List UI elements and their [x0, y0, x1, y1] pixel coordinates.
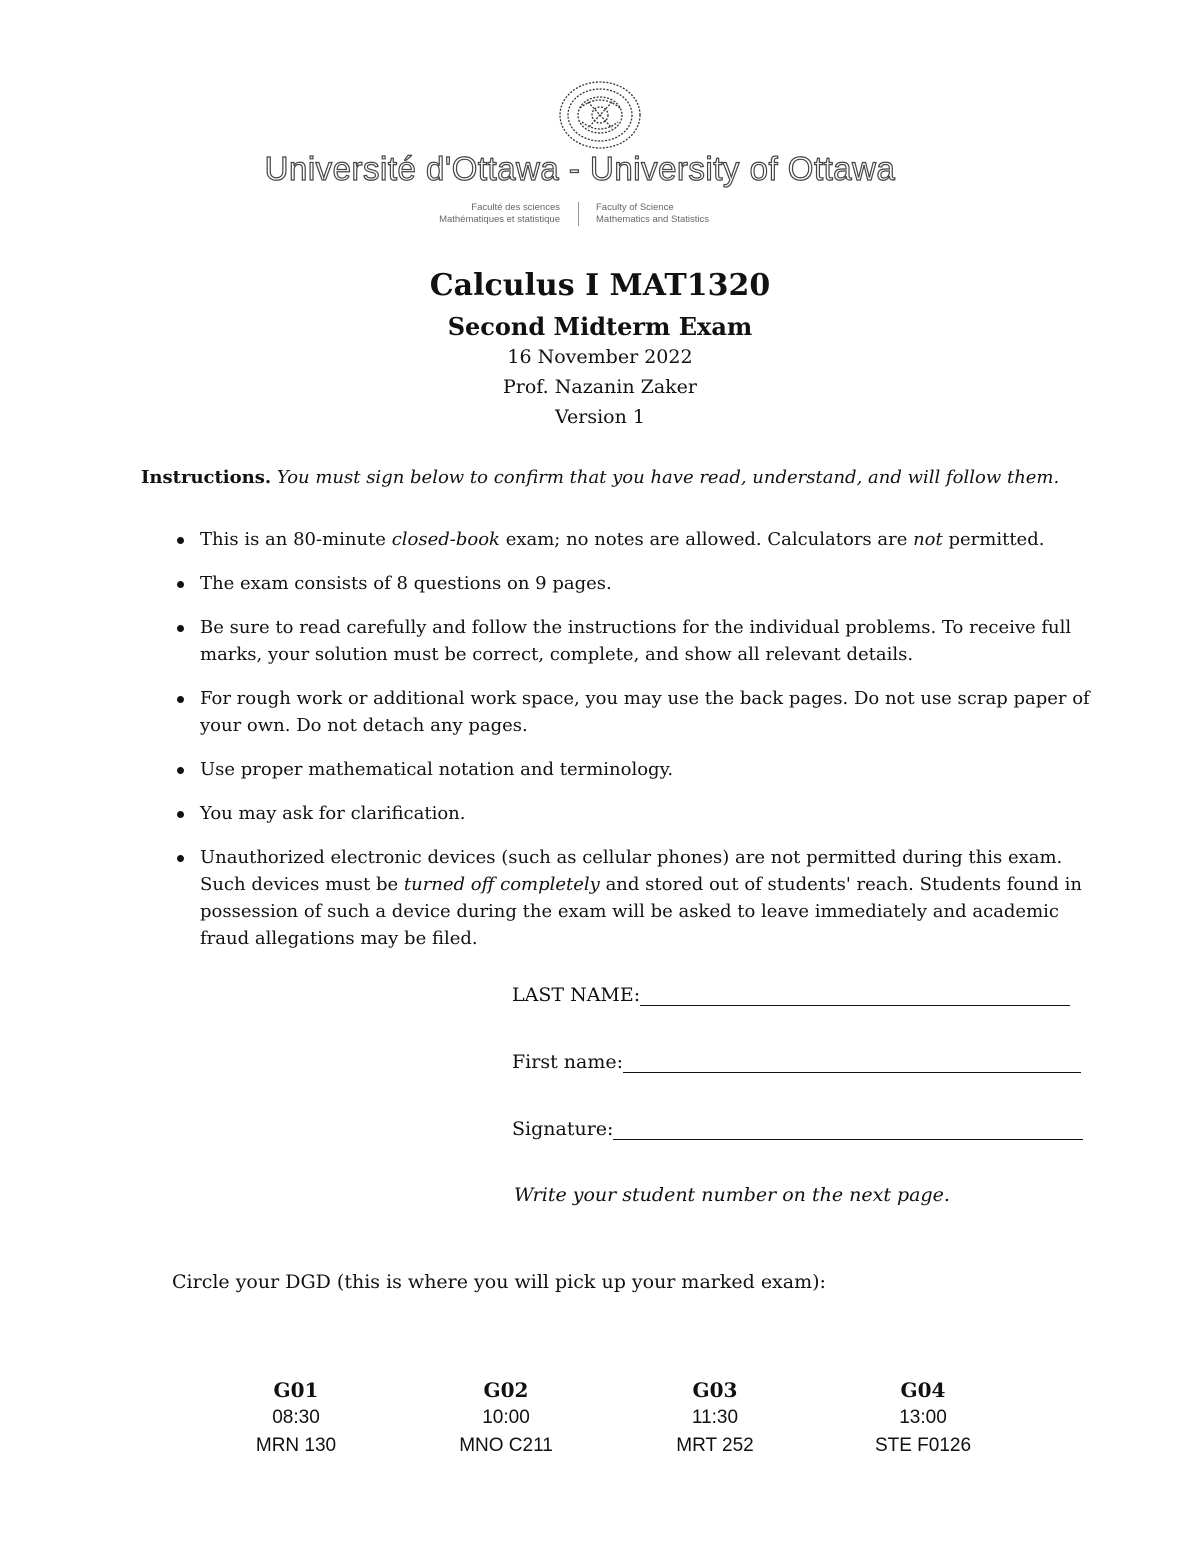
faculty-fr-line1: Faculté des sciences [471, 202, 560, 213]
bullet-icon [177, 855, 184, 862]
rule-text: permitted. [942, 529, 1045, 550]
last-name-field[interactable] [512, 984, 1070, 1006]
dgd-option-g03[interactable] [615, 1376, 815, 1460]
instructions-text: You must sign below to confirm that you have read, understand, and will follow them. [276, 467, 1060, 488]
student-number-note: Write your student number on the next page. [514, 1184, 950, 1206]
bullet-icon [177, 625, 184, 632]
list-item [176, 844, 1091, 952]
dgd-code: G03 [692, 1378, 738, 1402]
exam-date: 16 November 2022 [507, 346, 693, 368]
dgd-time: 11:30 [691, 1407, 739, 1428]
exam-title: Calculus I MAT1320 [429, 268, 771, 303]
rule-emphasis: not [913, 529, 943, 550]
instructions-label: Instructions. [141, 467, 272, 488]
rule-text: The exam consists of 8 questions on 9 pages. [200, 573, 612, 594]
dgd-room: MRT 252 [676, 1435, 754, 1456]
bullet-icon [177, 696, 184, 703]
list-item [176, 526, 1091, 553]
dgd-prompt: Circle your DGD (this is where you will pick up your marked exam): [172, 1271, 826, 1293]
rule-emphasis: closed-book [391, 529, 500, 550]
rule-text: and stored out of students' reach. Students found in possession of such a device during the exam will be asked to leave immediately and academic fraud allegations may be filed. [200, 874, 1083, 949]
dgd-room: MNO C211 [459, 1435, 553, 1456]
university-logo [0, 78, 1200, 152]
list-item [176, 614, 1091, 668]
list-item [176, 570, 1091, 597]
rule-text: For rough work or additional work space, you may use the back pages. Do not use scrap paper of your own. Do not detach any pages. [200, 688, 1090, 736]
faculty-fr-line2: Mathématiques et statistique [439, 214, 560, 225]
last-name-line[interactable] [640, 985, 1070, 1006]
instructions-list [176, 526, 1091, 969]
dgd-code: G02 [483, 1378, 529, 1402]
dgd-option-g01[interactable] [196, 1376, 396, 1460]
last-name-label: LAST NAME: [512, 984, 641, 1006]
signature-field[interactable] [512, 1118, 1083, 1140]
faculty-divider [578, 202, 579, 226]
university-seal-icon [554, 78, 646, 152]
faculty-french [368, 202, 560, 226]
rule-text: This is an 80-minute [200, 529, 392, 550]
dgd-code: G01 [273, 1378, 319, 1402]
dgd-option-g02[interactable] [406, 1376, 606, 1460]
dgd-room: MRN 130 [255, 1435, 337, 1456]
bullet-icon [177, 811, 184, 818]
rule-text: Use proper mathematical notation and terminology. [200, 759, 674, 780]
bullet-icon [177, 537, 184, 544]
signature-line[interactable] [613, 1119, 1083, 1140]
dgd-time: 10:00 [482, 1407, 530, 1428]
bullet-icon [177, 767, 184, 774]
first-name-line[interactable] [623, 1052, 1081, 1073]
rule-text: You may ask for clarification. [200, 803, 466, 824]
exam-version: Version 1 [555, 406, 645, 428]
first-name-field[interactable] [512, 1051, 1081, 1073]
dgd-time: 13:00 [899, 1407, 947, 1428]
university-name: Université d'Ottawa - University of Ottawa [264, 150, 896, 187]
faculty-en-line2: Mathematics and Statistics [596, 214, 709, 225]
signature-label: Signature: [512, 1118, 614, 1140]
bullet-icon [177, 581, 184, 588]
exam-professor: Prof. Nazanin Zaker [503, 376, 697, 398]
dgd-option-g04[interactable] [823, 1376, 1023, 1460]
dgd-code: G04 [900, 1378, 946, 1402]
rule-text: exam; no notes are allowed. Calculators are [499, 529, 914, 550]
rule-text: Unauthorized electronic devices (such as cellular phones) are not permitted during this exam. Such devices must be [200, 847, 1063, 895]
faculty-en-line1: Faculty of Science [596, 202, 674, 213]
rule-emphasis: turned off completely [403, 874, 600, 895]
list-item [176, 756, 1091, 783]
faculty-english [596, 202, 709, 226]
dgd-room: STE F0126 [874, 1435, 972, 1456]
first-name-label: First name: [512, 1051, 623, 1073]
list-item [176, 800, 1091, 827]
exam-subtitle: Second Midterm Exam [447, 312, 753, 341]
dgd-time: 08:30 [272, 1407, 320, 1428]
rule-text: Be sure to read carefully and follow the instructions for the individual problems. To receive full marks, your solution must be correct, complete, and show all relevant details. [200, 617, 1072, 665]
list-item [176, 685, 1091, 739]
instructions-heading [141, 467, 1059, 488]
